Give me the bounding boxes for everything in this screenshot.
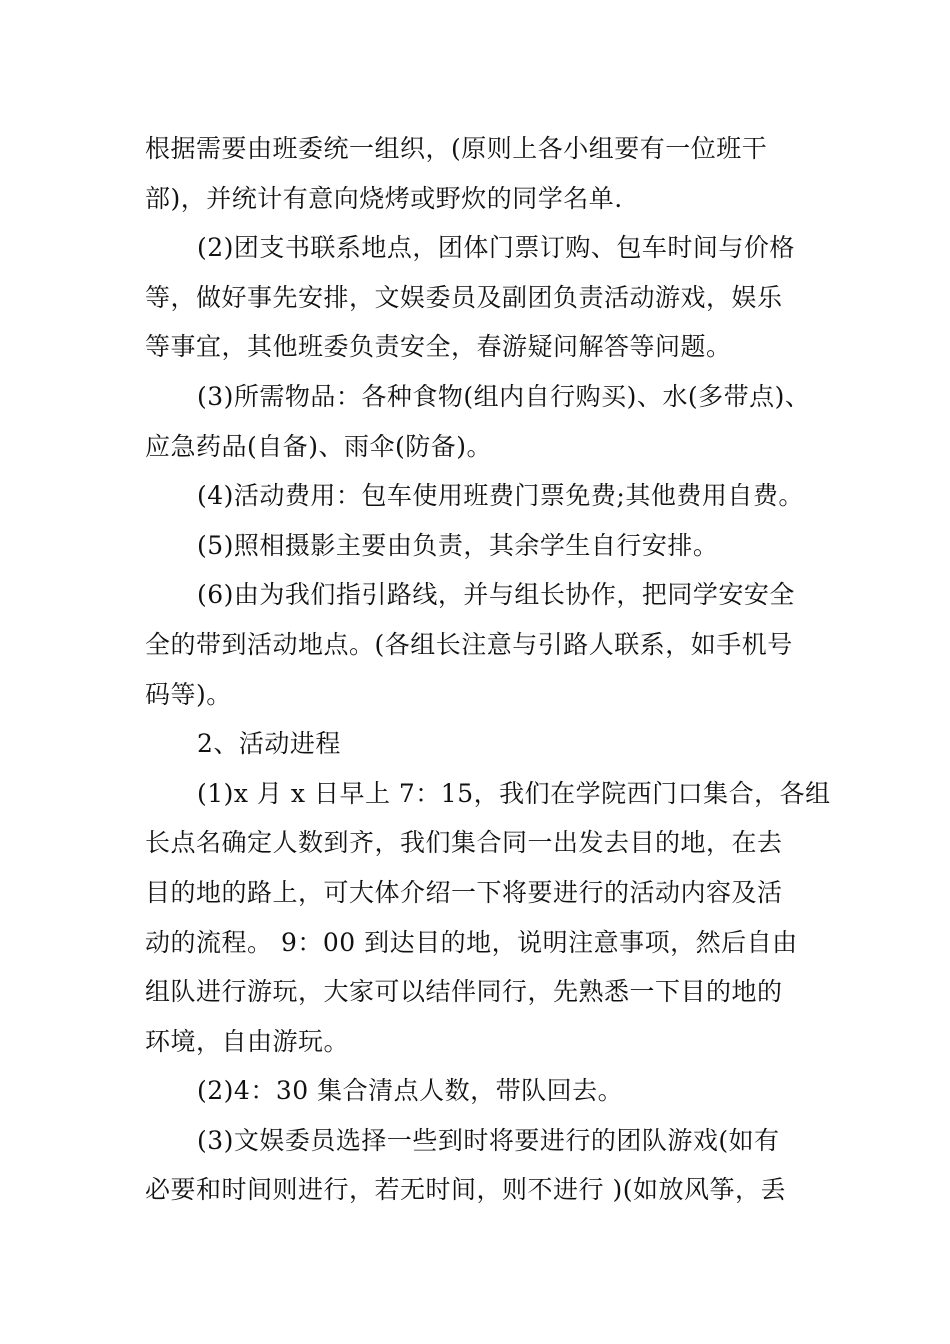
text-line: (1)x 月 x 日早上 7：15，我们在学院西门口集合，各组 <box>197 778 831 808</box>
text-line: 应急药品(自备)、雨伞(防备)。 <box>145 431 493 461</box>
text-line: 根据需要由班委统一组织，(原则上各小组要有一位班干 <box>145 134 768 163</box>
text-line: 组队进行游玩，大家可以结伴同行，先熟悉一下目的地的 <box>145 977 783 1007</box>
text-line: 动的流程。 9：00 到达目的地，说明注意事项，然后自由 <box>145 927 798 957</box>
text-line: 环境，自由游玩。 <box>145 1026 350 1056</box>
text-line: 等，做好事先安排，文娱委员及副团负责活动游戏，娱乐 <box>145 282 783 312</box>
text-line: (2)团支书联系地点，团体门票订购、包车时间与价格 <box>197 233 795 263</box>
text-line: (4)活动费用：包车使用班费门票免费;其他费用自费。 <box>197 481 804 511</box>
text-line: (3)所需物品：各种食物(组内自行购买)、水(多带点)、 <box>197 381 811 411</box>
text-line: (5)照相摄影主要由负责，其余学生自行安排。 <box>197 530 719 560</box>
text-line: 必要和时间则进行，若无时间，则不进行 )(如放风筝，丢 <box>145 1175 786 1205</box>
text-line: 等事宜，其他班委负责安全，春游疑问解答等问题。 <box>145 332 732 362</box>
document-body <box>145 124 831 1215</box>
text-line: (6)由为我们指引路线，并与组长协作，把同学安安全 <box>197 580 795 610</box>
text-line: 码等)。 <box>145 679 232 709</box>
text-line: 目的地的路上，可大体介绍一下将要进行的活动内容及活 <box>145 877 783 907</box>
section-heading: 2、活动进程 <box>197 729 341 759</box>
text-line: (3)文娱委员选择一些到时将要进行的团队游戏(如有 <box>197 1125 780 1155</box>
text-line: (2)4：30 集合清点人数，带队回去。 <box>197 1076 624 1106</box>
text-line: 部)，并统计有意向烧烤或野炊的同学名单. <box>145 183 623 213</box>
text-line: 长点名确定人数到齐，我们集合同一出发去目的地，在去 <box>145 828 783 858</box>
text-line: 全的带到活动地点。(各组长注意与引路人联系，如手机号 <box>145 629 793 659</box>
